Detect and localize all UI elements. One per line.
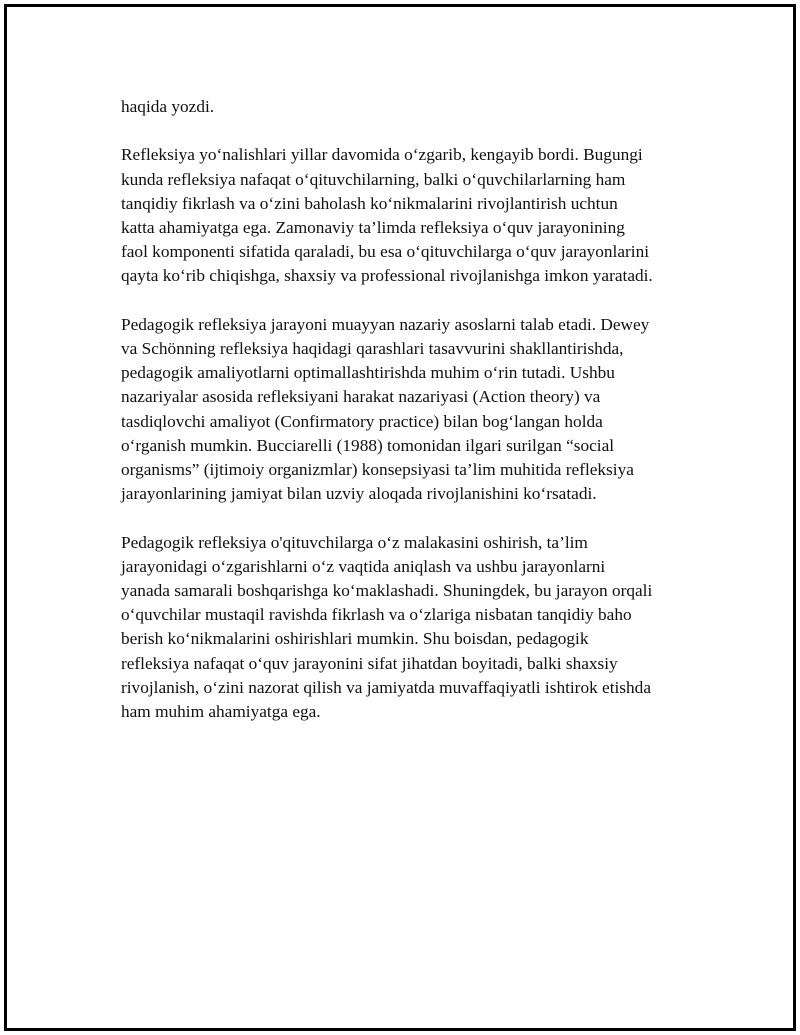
paragraph-4 xyxy=(121,531,693,725)
document-page xyxy=(4,4,796,1031)
paragraph-2 xyxy=(121,143,693,288)
text-line: va Schönning refleksiya haqidagi qarashlari tasavvurini shakllantirishda, xyxy=(121,339,624,358)
text-line: jarayonlarining jamiyat bilan uzviy aloqada rivojlanishini ko‘rsatadi. xyxy=(121,484,597,504)
document-body xyxy=(121,95,693,748)
text-line: qayta ko‘rib chiqishga, shaxsiy va professional rivojlanishga imkon yaratadi. xyxy=(121,266,653,286)
paragraph-3 xyxy=(121,313,693,507)
text-line: jarayonidagi o‘zgarishlarni o‘z vaqtida aniqlash va ushbu jarayonlarni xyxy=(121,556,606,576)
text-line: organisms” (ijtimoiy organizmlar) konsepsiyasi ta’lim muhitida refleksiya xyxy=(121,460,634,480)
text-line: nazariyalar asosida refleksiyani harakat nazariyasi (Action theory) va xyxy=(121,387,601,407)
text-line: pedagogik amaliyotlarni optimallashtirishda muhim o‘rin tutadi. Ushbu xyxy=(121,363,615,383)
paragraph-1 xyxy=(121,95,693,119)
text-line: katta ahamiyatga ega. Zamonaviy ta’limda refleksiya o‘quv jarayonining xyxy=(121,218,625,237)
text-line: Pedagogik refleksiya jarayoni muayyan nazariy asoslarni talab etadi. Dewey xyxy=(121,314,650,334)
text-line: Refleksiya yo‘nalishlari yillar davomida o‘zgarib, kengayib bordi. Bugungi xyxy=(121,145,643,165)
text-line: tasdiqlovchi amaliyot (Confirmatory practice) bilan bog‘langan holda xyxy=(121,411,603,431)
text-line: o‘quvchilar mustaqil ravishda fikrlash va o‘zlariga nisbatan tanqidiy baho xyxy=(121,605,632,625)
text-line: faol komponenti sifatida qaraladi, bu esa o‘qituvchilarga o‘quv jarayonlarini xyxy=(121,242,650,262)
text-line: yanada samarali boshqarishga ko‘maklashadi. Shuningdek, bu jarayon orqali xyxy=(121,581,653,601)
text-line: Pedagogik refleksiya o'qituvchilarga o‘z malakasini oshirish, ta’lim xyxy=(121,532,588,552)
text-line: ham muhim ahamiyatga ega. xyxy=(121,702,321,722)
text-line: o‘rganish mumkin. Bucciarelli (1988) tomonidan ilgari surilgan “social xyxy=(121,435,615,455)
text-line: berish ko‘nikmalarini oshirishlari mumkin. Shu boisdan, pedagogik xyxy=(121,629,589,649)
text-line: rivojlanish, o‘zini nazorat qilish va jamiyatda muvaffaqiyatli ishtirok etishda xyxy=(121,677,651,697)
text-line: refleksiya nafaqat o‘quv jarayonini sifat jihatdan boyitadi, balki shaxsiy xyxy=(121,653,618,673)
text-line: haqida yozdi. xyxy=(121,97,215,116)
text-line: tanqidiy fikrlash va o‘zini baholash ko‘nikmalarini rivojlantirish uchtun xyxy=(121,193,618,213)
text-line: kunda refleksiya nafaqat o‘qituvchilarning, balki o‘quvchilarlarning ham xyxy=(121,169,626,189)
